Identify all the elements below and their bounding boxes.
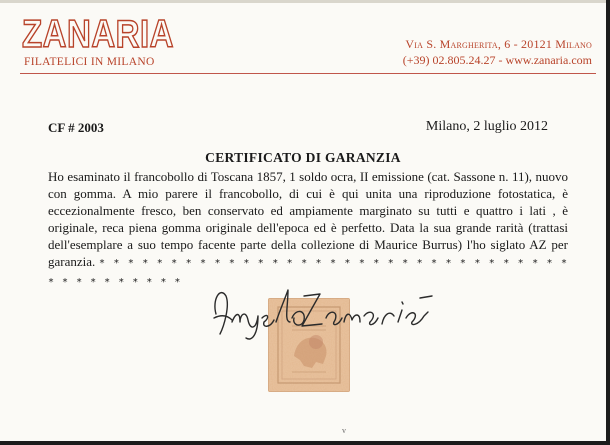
zanaria-logo [22, 11, 174, 68]
certificate-body [48, 168, 568, 291]
certificate-number: CF # 2003 [48, 120, 104, 135]
logo-wordmark: ZANARIA [22, 11, 174, 56]
company-phone-web: (+39) 02.805.24.27 - www.zanaria.com [402, 53, 592, 67]
certificate-date: Milano, 2 luglio 2012 [425, 119, 548, 134]
certificate-text: Ho esaminato il francobollo di Toscana 1857, 1 soldo ocra, II emissione (cat. Sassone n. 11), nuovo con gomma. A mio parere il francobollo, di cui è qui unita una riproduzione fotostatica, è eccezionalmente fresco, ben conservato ed ampiamente marginato su tutti e quattro i lati , è originale, reca piena gomma originale dell'epoca ed è perfetto. Data la sua grande rarità (trattasi dell'esemplare a suo tempo facente parte della collezione di Maurice Burrus) l'ho siglato AZ per garanzia. [48, 169, 568, 269]
header-divider [20, 73, 596, 74]
company-address: Via S. Margherita, 6 - 20121 Milano [405, 37, 592, 51]
top-edge [0, 0, 606, 3]
certificate-title: CERTIFICATO DI GARANZIA [205, 150, 401, 165]
company-contact [403, 36, 592, 68]
corner-mark: v [342, 426, 346, 435]
logo-subtitle: FILATELICI IN MILANO [24, 56, 155, 68]
stamp-photo-icon [268, 298, 350, 392]
asterisk-line: * * * * * * * * * * * * * * * * * * * * * * * * * * * * * * * * * * * * * * * * * * * [48, 258, 568, 288]
